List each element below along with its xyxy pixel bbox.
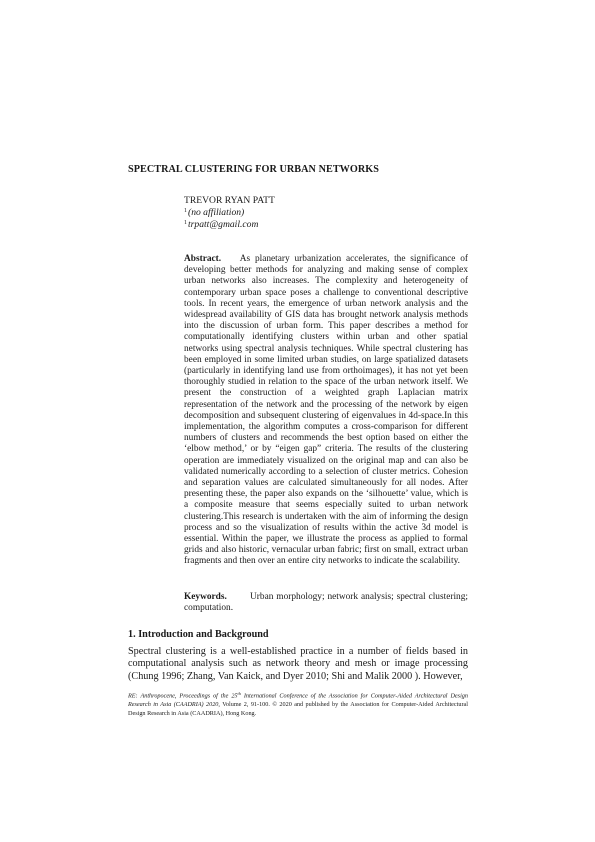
- footer-publication: , Volume 2, 91-100. © 2020 and published by the Association for Computer-Aided Architectural Design Research in Asia (CAADRIA), Hong Kong.: [128, 701, 469, 717]
- author-email: trpatt@gmail.com: [188, 219, 259, 231]
- footer-proceedings: RE: Anthropocene, Proceedings of the 25: [128, 692, 238, 700]
- author-email-line: [184, 218, 468, 230]
- affiliation-marker: 1: [184, 208, 187, 215]
- footer-ordinal-sup: th: [237, 691, 241, 696]
- keywords-label: Keywords.: [184, 592, 227, 602]
- author-block: [184, 195, 468, 231]
- footer-conference: International Conference of the Association for Computer-Aided Architectural Design Research in Asia (CAADRIA) 2020: [128, 692, 468, 709]
- author-affiliation-line: [184, 206, 468, 218]
- author-name: TREVOR RYAN PATT: [184, 195, 275, 206]
- citation-footer: [128, 690, 468, 718]
- abstract-text: As planetary urbanization accelerates, the significance of developing better methods for analyzing and making sense of complex urban networks also increases. The complexity and heterogeneity of contemporary urban space poses a challenge to conventional descriptive tools. In recent years, the emergence of urban network analysis and the widespread availability of GIS data has brought network analysis methods into the discussion of urban form. This paper describes a method for computationally identifying clusters within urban and other spatial networks using spectral analysis techniques. While spectral clustering has been employed in some limited urban studies, on large spatialized datasets (particularly in identifying land use from orthoimages), it has not yet been thoroughly studied in relation to the space of the urban network itself. We present the construction of a weighted graph Laplacian matrix representation of the network and the processing of the network by eigen decomposition and subsequent clustering of eigenvalues in 4d-space.In this implementation, the algorithm computes a cross-comparison for different numbers of clusters and recommends the best option based on either the ‘elbow method,’ or by “eigen gap” criteria. The results of the clustering operation are immediately visualized on the original map and can also be validated numerically according to a selection of cluster metrics. Cohesion and separation values are calculated simultaneously for all nodes. After presenting these, the paper also expands on the ‘silhouette’ value, which is a composite measure that seems especially suited to urban network clustering.This research is undertaken with the aim of informing the design process and so the visualization of results within the active 3d model is essential. Within the paper, we illustrate the process as applied to formal grids and also historic, vernacular urban fabric; first on small, extract urban fragments and then over an entire city networks to indicate the scalability.: [184, 254, 468, 567]
- abstract: [184, 254, 468, 568]
- keywords-text: Urban morphology; network analysis; spectral clustering; computation.: [184, 592, 468, 614]
- section-heading: 1. Introduction and Background: [128, 629, 269, 640]
- author-affiliation: (no affiliation): [188, 207, 245, 219]
- section-body: Spectral clustering is a well-established practice in a number of fields based in computational analysis such as network theory and mesh or image processing (Chung 1996; Zhang, Van Kaick, and Dyer 2010; Shi and Malik 2000 ). However,: [128, 646, 468, 682]
- paper-title: SPECTRAL CLUSTERING FOR URBAN NETWORKS: [128, 164, 379, 175]
- keywords: [184, 592, 468, 614]
- abstract-label: Abstract.: [184, 254, 222, 264]
- email-marker: 1: [184, 220, 187, 227]
